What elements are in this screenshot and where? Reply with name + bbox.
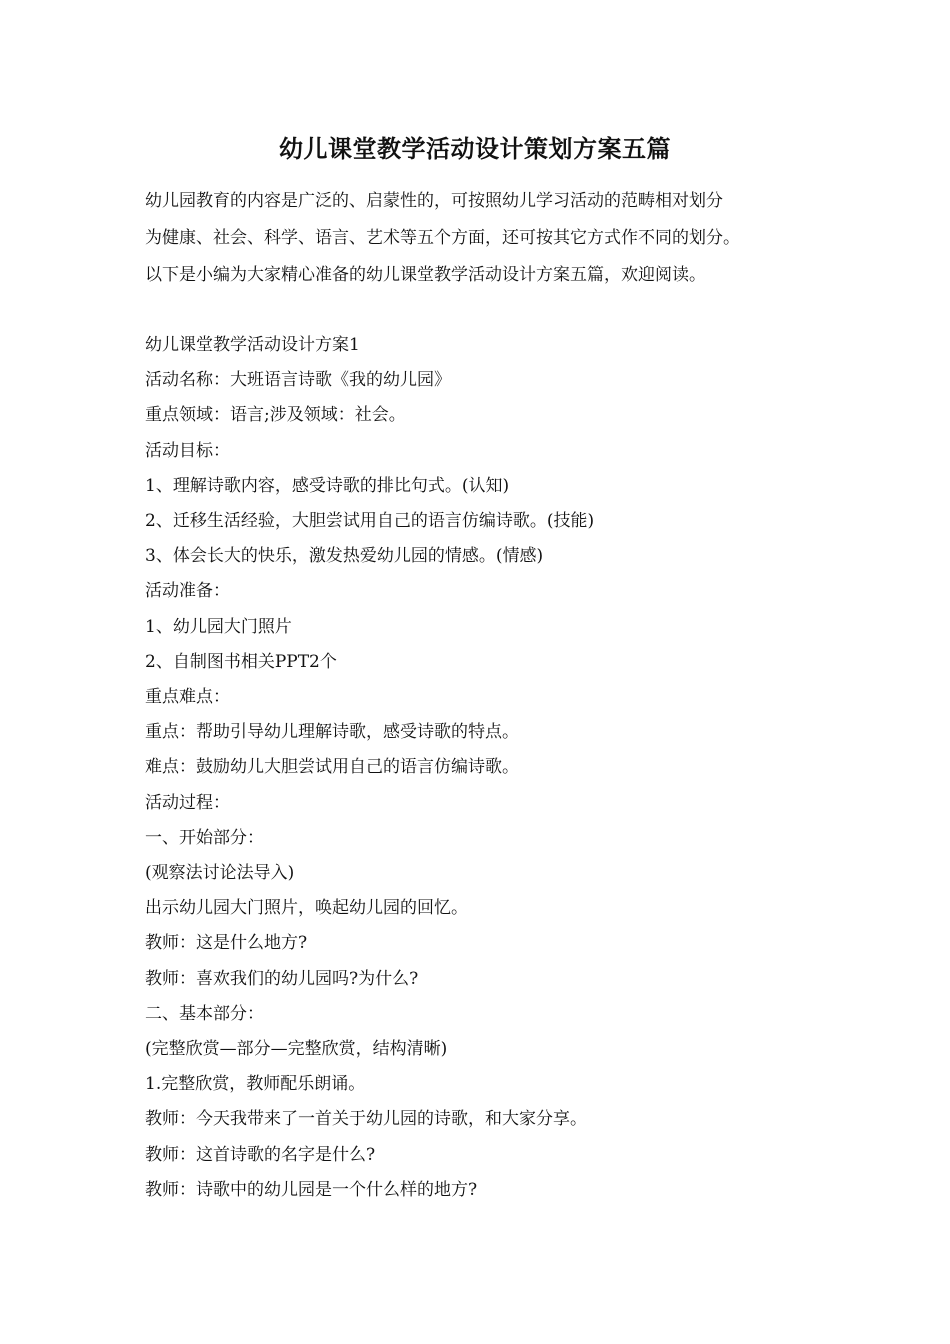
intro-paragraph <box>145 183 825 294</box>
text-line: 教师：这是什么地方? <box>145 933 308 954</box>
text-line: 教师：诗歌中的幼儿园是一个什么样的地方? <box>145 1179 478 1200</box>
text-line: 活动目标： <box>145 440 230 461</box>
text-line: 教师：这首诗歌的名字是什么? <box>145 1144 376 1165</box>
text-line: 难点：鼓励幼儿大胆尝试用自己的语言仿编诗歌。 <box>145 757 519 778</box>
text-line: 教师：喜欢我们的幼儿园吗?为什么? <box>145 968 419 989</box>
intro-line: 为健康、社会、科学、语言、艺术等五个方面，还可按其它方式作不同的划分。 <box>145 228 740 248</box>
text-line: 重点领域：语言;涉及领域：社会。 <box>145 405 406 426</box>
text-line: 一、开始部分： <box>145 827 264 848</box>
text-line: (完整欣赏—部分—完整欣赏，结构清晰) <box>145 1039 448 1060</box>
text-line: 1.完整欣赏，教师配乐朗诵。 <box>145 1074 366 1095</box>
text-line: 教师：今天我带来了一首关于幼儿园的诗歌，和大家分享。 <box>145 1109 587 1130</box>
document-body <box>145 328 825 1208</box>
text-line: 出示幼儿园大门照片，唤起幼儿园的回忆。 <box>145 898 468 919</box>
text-line: 2、自制图书相关PPT2个 <box>145 651 337 672</box>
text-line: 二、基本部分： <box>145 1003 264 1024</box>
text-line: 3、体会长大的快乐，激发热爱幼儿园的情感。(情感) <box>145 546 544 567</box>
text-line: (观察法讨论法导入) <box>145 863 295 884</box>
intro-line: 幼儿园教育的内容是广泛的、启蒙性的，可按照幼儿学习活动的范畴相对划分 <box>145 191 723 211</box>
text-line: 活动名称：大班语言诗歌《我的幼儿园》 <box>145 370 451 391</box>
text-line: 活动过程： <box>145 792 230 813</box>
intro-line: 以下是小编为大家精心准备的幼儿课堂教学活动设计方案五篇，欢迎阅读。 <box>145 265 706 285</box>
section-heading: 幼儿课堂教学活动设计方案1 <box>145 335 360 355</box>
text-line: 重点难点： <box>145 687 230 708</box>
document-title: 幼儿课堂教学活动设计策划方案五篇 <box>279 134 671 163</box>
text-line: 1、幼儿园大门照片 <box>145 616 292 637</box>
text-line: 1、理解诗歌内容，感受诗歌的排比句式。(认知) <box>145 475 510 496</box>
text-line: 活动准备： <box>145 581 230 602</box>
text-line: 重点：帮助引导幼儿理解诗歌，感受诗歌的特点。 <box>145 722 519 743</box>
text-line: 2、迁移生活经验，大胆尝试用自己的语言仿编诗歌。(技能) <box>145 511 595 532</box>
